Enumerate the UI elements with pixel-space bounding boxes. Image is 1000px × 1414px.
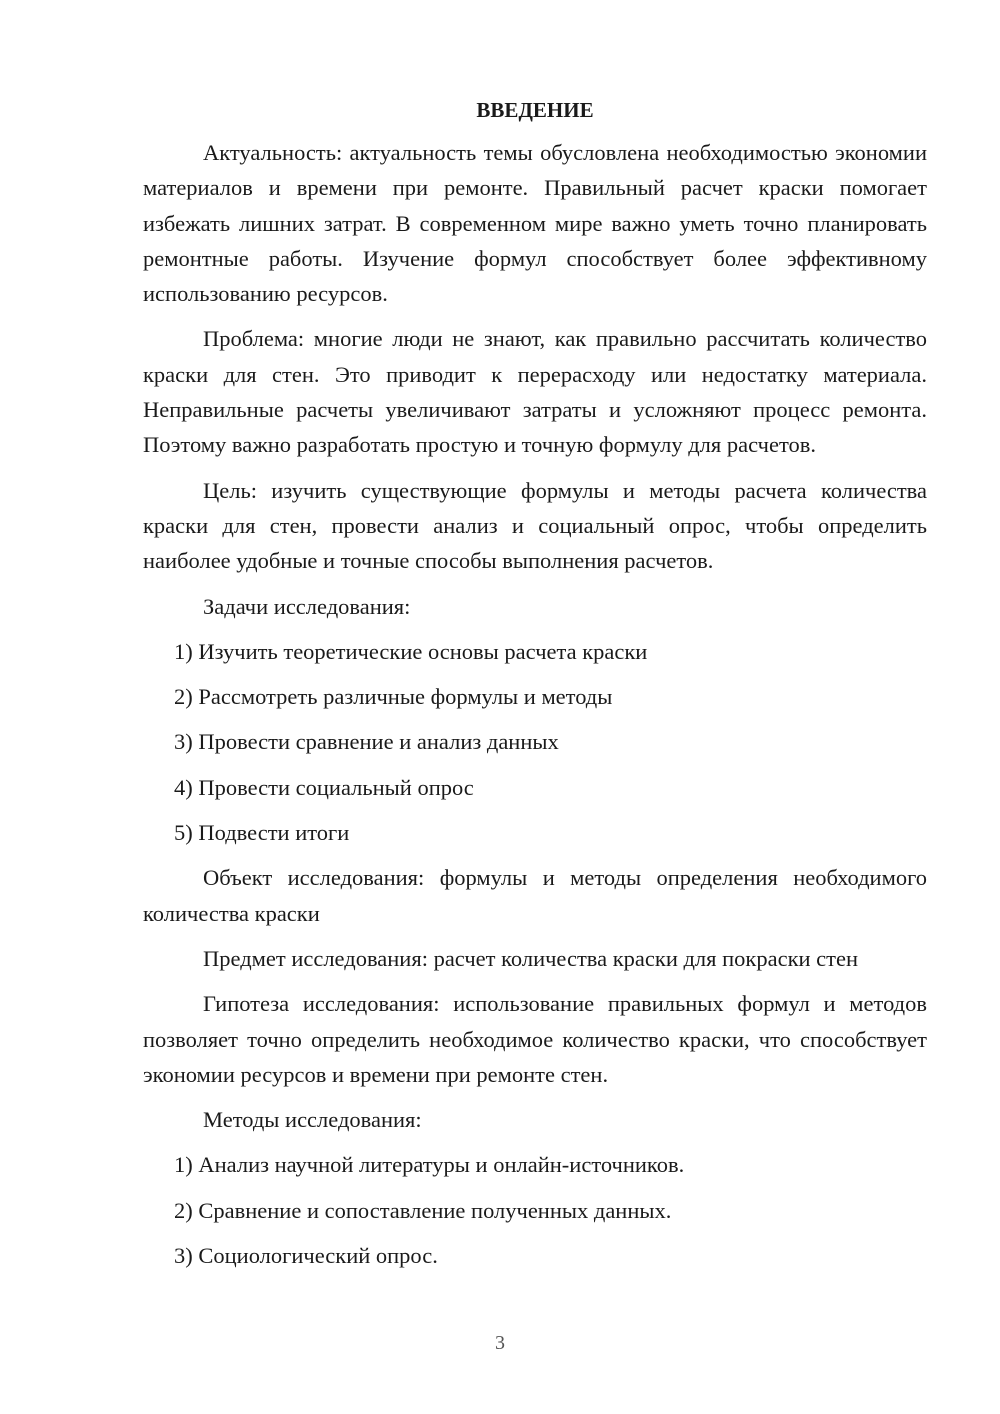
- list-item: 1) Изучить теоретические основы расчета краски: [174, 638, 648, 664]
- methods-heading: Методы исследования:: [203, 1107, 422, 1133]
- tasks-list: [143, 634, 927, 850]
- problem-paragraph: Проблема: многие люди не знают, как правильно рассчитать количество краски для стен. Это приводит к перерасходу или недостатку материала. Неправильные расчеты увеличивают затраты и усложняют процесс ремонта. Поэтому важно разработать простую и точную формулу для расчетов.: [143, 326, 927, 458]
- list-item: 2) Рассмотреть различные формулы и методы: [174, 684, 613, 710]
- list-item: 2) Сравнение и сопоставление полученных данных.: [174, 1197, 672, 1223]
- page-number: 3: [495, 1332, 505, 1354]
- list-item: 4) Провести социальный опрос: [174, 774, 474, 800]
- subject-paragraph: Предмет исследования: расчет количества краски для покраски стен: [203, 945, 859, 971]
- tasks-heading: Задачи исследования:: [203, 593, 411, 619]
- document-page: [143, 96, 927, 1283]
- relevance-paragraph: Актуальность: актуальность темы обусловлена необходимостью экономии материалов и времени при ремонте. Правильный расчет краски помогает избежать лишних затрат. В современном мире важно уметь точно планировать ремонтные работы. Изучение формул способствует более эффективному использованию ресурсов.: [143, 140, 927, 307]
- list-item: 5) Подвести итоги: [174, 820, 350, 846]
- list-item: 3) Социологический опрос.: [174, 1243, 438, 1269]
- hypothesis-paragraph: Гипотеза исследования: использование правильных формул и методов позволяет точно определить необходимое количество краски, что способствует экономии ресурсов и времени при ремонте стен.: [143, 991, 927, 1087]
- section-title: ВВЕДЕНИЕ: [476, 98, 594, 122]
- methods-list: [143, 1147, 927, 1273]
- goal-paragraph: Цель: изучить существующие формулы и методы расчета количества краски для стен, провести анализ и социальный опрос, чтобы определить наиболее удобные и точные способы выполнения расчетов.: [143, 477, 927, 574]
- list-item: 1) Анализ научной литературы и онлайн-источников.: [174, 1152, 685, 1178]
- object-paragraph: Объект исследования: формулы и методы определения необходимого количества краски: [143, 865, 927, 926]
- list-item: 3) Провести сравнение и анализ данных: [174, 729, 559, 755]
